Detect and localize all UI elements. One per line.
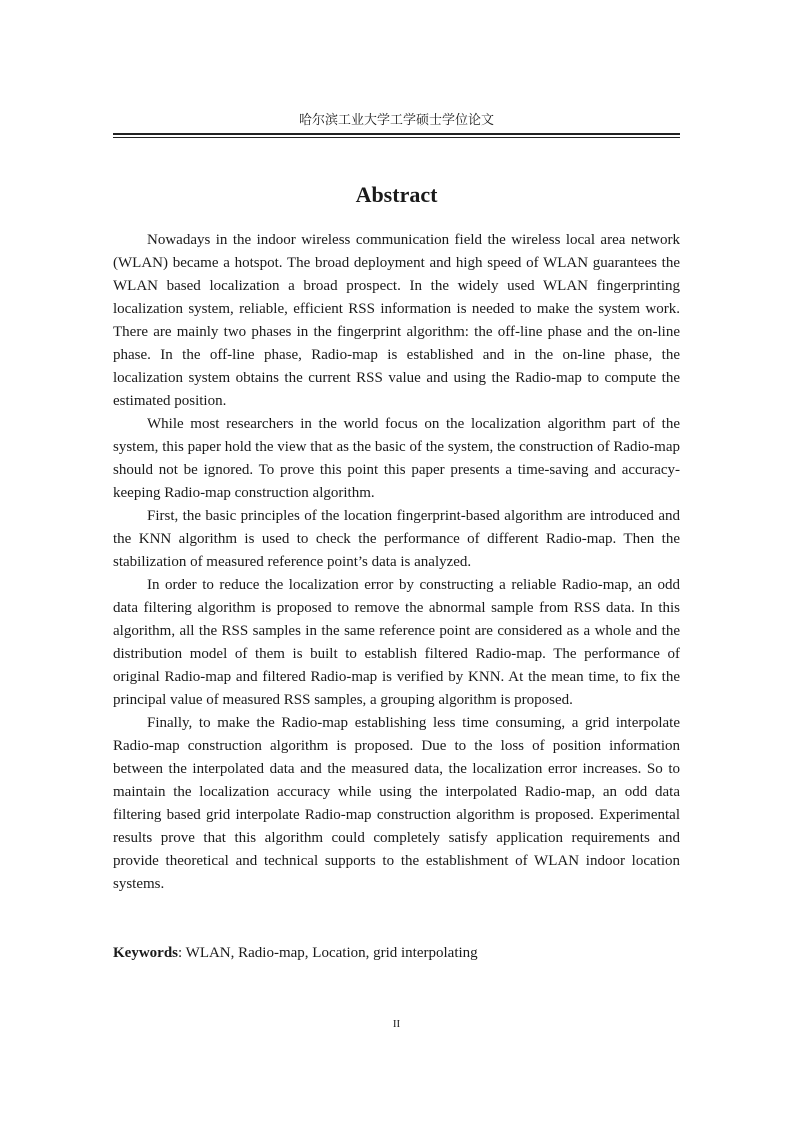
keywords-label: Keywords (113, 945, 178, 961)
keywords-separator: : (178, 945, 186, 961)
header-rule-thick (113, 133, 680, 135)
page-number: II (392, 1018, 401, 1030)
page-title: Abstract (355, 182, 438, 207)
keywords-value: WLAN, Radio-map, Location, grid interpolating (185, 945, 478, 961)
abstract-paragraph-3: First, the basic principles of the location fingerprint-based algorithm are introduced and the KNN algorithm is used to check the performance of different Radio-map. Then the stabilization of measured reference point’s data is analyzed. (113, 508, 680, 570)
abstract-paragraph-1: Nowadays in the indoor wireless communication field the wireless local area network (WLAN) became a hotspot. The broad deployment and high speed of WLAN guarantees the WLAN based localization a broad prospect. In the widely used WLAN fingerprinting localization system, reliable, efficient RSS information is needed to make the system work. There are mainly two phases in the fingerprint algorithm: the off-line phase and the on-line phase. In the off-line phase, Radio-map is established and in the on-line phase, the localization system obtains the current RSS value and using the Radio-map to compute the estimated position. (113, 232, 680, 409)
header-rule-thin (113, 137, 680, 138)
abstract-paragraph-4: In order to reduce the localization error by constructing a reliable Radio-map, an odd data filtering algorithm is proposed to remove the abnormal sample from RSS data. In this algorithm, all the RSS samples in the same reference point are considered as a whole and the distribution model of them is built to establish filtered Radio-map. The performance of original Radio-map and filtered Radio-map is verified by KNN. At the mean time, to fix the principal value of measured RSS samples, a grouping algorithm is proposed. (113, 577, 680, 708)
abstract-paragraph-5: Finally, to make the Radio-map establishing less time consuming, a grid interpolate Radio-map construction algorithm is proposed. Due to the loss of position information between the interpolated data and the measured data, the localization error increases. So to maintain the localization accuracy while using the interpolated Radio-map, an odd data filtering based grid interpolate Radio-map construction algorithm is proposed. Experimental results prove that this algorithm could completely satisfy application requirements and provide theoretical and technical supports to the establishment of WLAN indoor location systems. (113, 715, 680, 892)
abstract-body (113, 229, 680, 896)
abstract-paragraph-2: While most researchers in the world focus on the localization algorithm part of the system, this paper hold the view that as the basic of the system, the construction of Radio-map should not be ignored. To prove this point this paper presents a time-saving and accuracy-keeping Radio-map construction algorithm. (113, 416, 680, 501)
running-header: 哈尔滨工业大学工学硕士学位论文 (298, 112, 494, 127)
keywords-line (113, 942, 680, 965)
